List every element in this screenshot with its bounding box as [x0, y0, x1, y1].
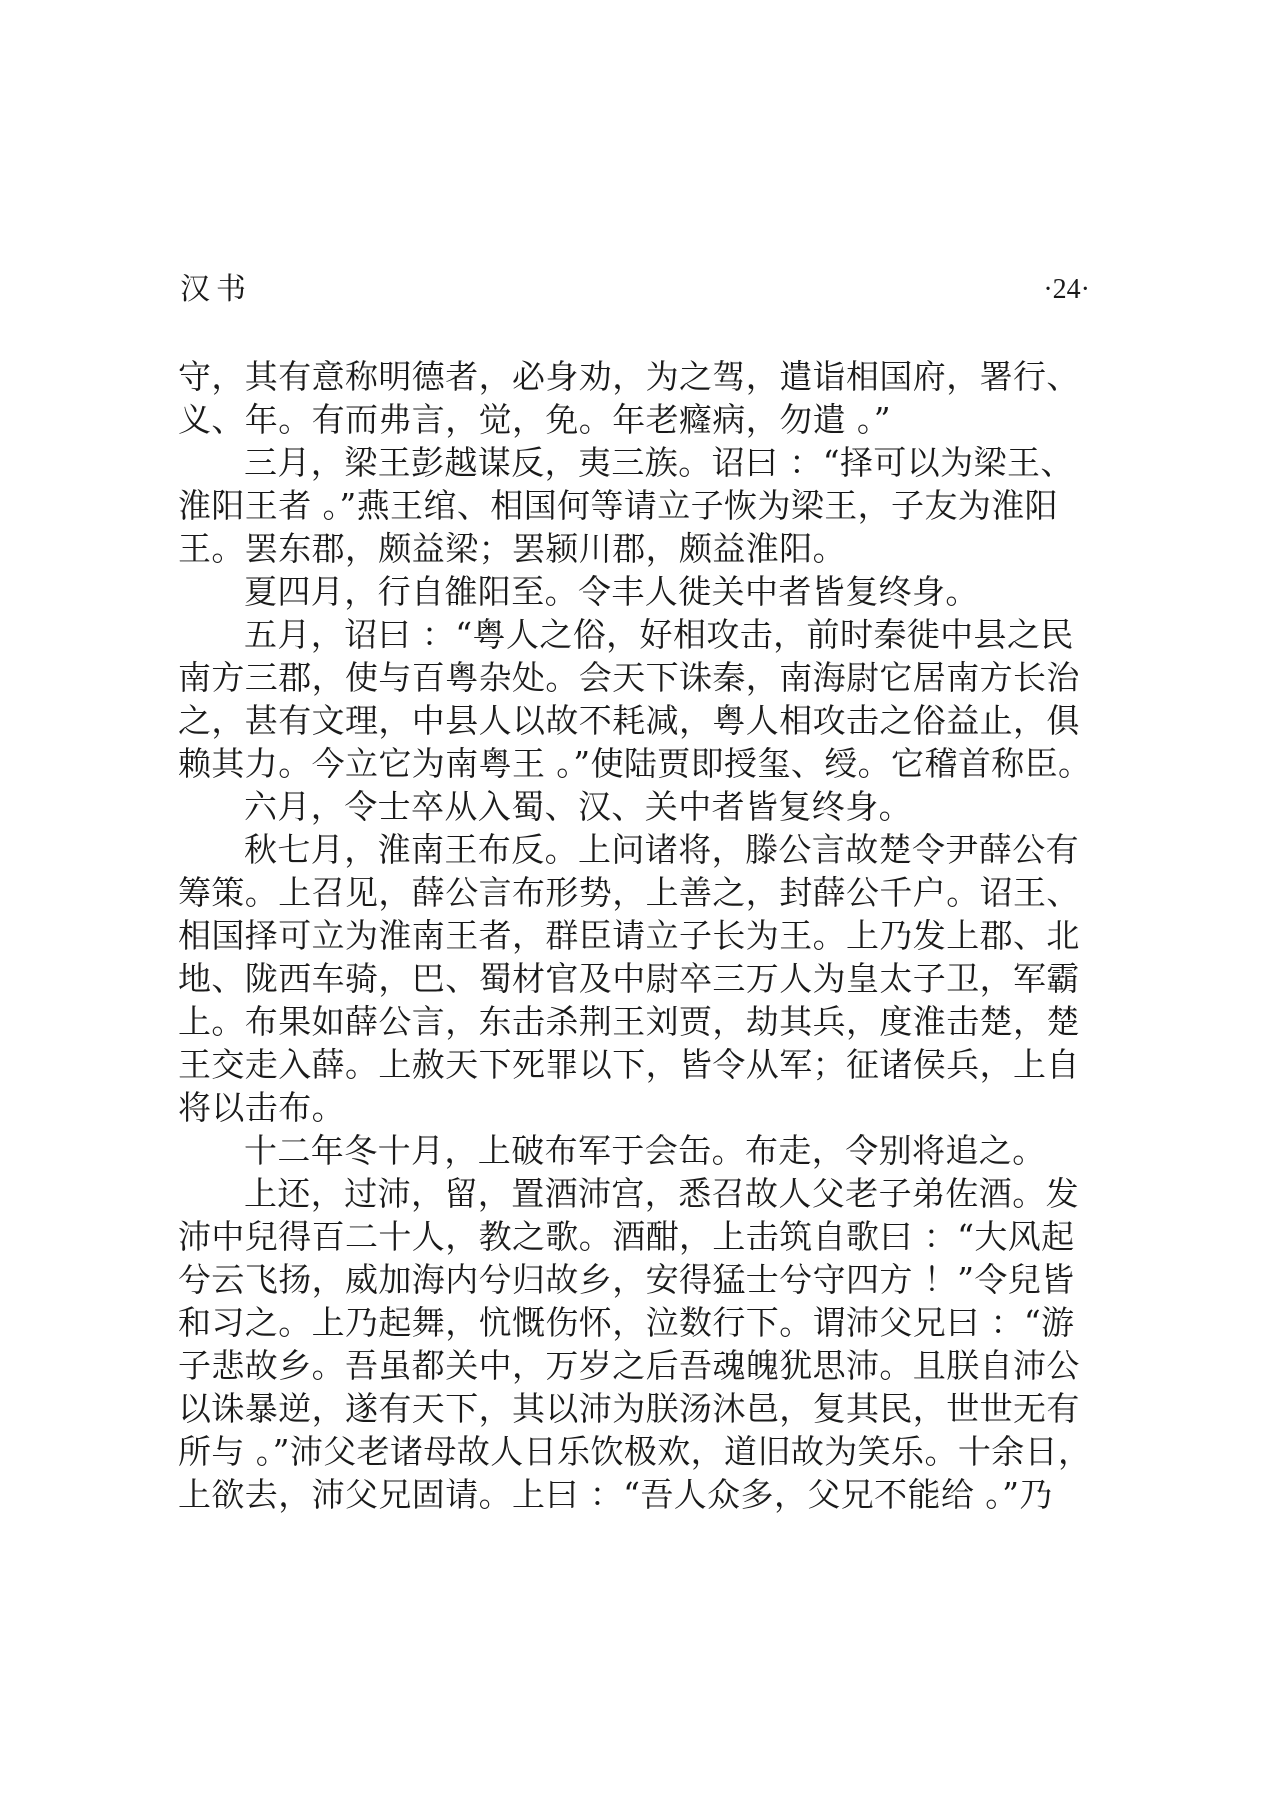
text-line: 上欲去，沛父兄固请。上曰 ：“吾人众多，父兄不能给 。”乃 [178, 1475, 1053, 1514]
text-line: 子悲故乡。吾虽都关中，万岁之后吾魂魄犹思沛。且朕自沛公 [178, 1346, 1080, 1385]
text-line: 相国择可立为淮南王者，群臣请立子长为王。上乃发上郡、北 [178, 916, 1080, 955]
text-line: 之，甚有文理，中县人以故不耗减，粤人相攻击之俗益止，俱 [178, 701, 1080, 740]
text-line: 上还，过沛，留，置酒沛宫，悉召故人父老子弟佐酒。发 [244, 1174, 1079, 1213]
text-line: 秋七月，淮南王布反。上问诸将，滕公言故楚令尹薛公有 [244, 830, 1079, 869]
book-title: 汉书 [180, 272, 252, 307]
text-line: 将以击布。 [178, 1088, 345, 1127]
text-line: 赖其力。今立它为南粤王 。”使陆贾即授玺、绶。它稽首称臣。 [178, 744, 1092, 783]
text-line: 夏四月，行自雒阳至。令丰人徙关中者皆复终身。 [244, 572, 979, 611]
text-line: 三月，梁王彭越谋反，夷三族。诏曰 ：“择可以为梁王、 [244, 443, 1074, 482]
text-line: 淮阳王者 。”燕王绾、相国何等请立子恢为梁王，子友为淮阳 [178, 486, 1059, 525]
text-line: 沛中兒得百二十人，教之歌。酒酣，上击筑自歌曰 ：“大风起 [178, 1217, 1075, 1256]
text-line: 王。罢东郡，颇益梁；罢颍川郡，颇益淮阳。 [178, 529, 846, 568]
text-line: 所与 。”沛父老诸母故人日乐饮极欢，道旧故为笑乐。十余日， [178, 1432, 1092, 1471]
text-body [178, 355, 1090, 1516]
text-line: 筹策。上召见，薛公言布形势，上善之，封薛公千户。诏王、 [178, 873, 1080, 912]
text-line: 义、年。有而弗言，觉，免。年老癃病，勿遣 。” [178, 400, 892, 439]
text-line: 王交走入薛。上赦天下死罪以下，皆令从军；征诸侯兵，上自 [178, 1045, 1080, 1084]
text-line: 十二年冬十月，上破布军于会缶。布走，令别将追之。 [244, 1131, 1046, 1170]
text-line: 以诛暴逆，遂有天下，其以沛为朕汤沐邑，复其民，世世无有 [178, 1389, 1080, 1428]
page-number: ·24· [1043, 274, 1090, 305]
text-line: 和习之。上乃起舞，忼慨伤怀，泣数行下。谓沛父兄曰 ：“游 [178, 1303, 1075, 1342]
text-line: 五月，诏曰 ：“粤人之俗，好相攻击，前时秦徙中县之民 [244, 615, 1074, 654]
text-line: 上。布果如薛公言，东击杀荆王刘贾，劫其兵，度淮击楚，楚 [178, 1002, 1080, 1041]
text-line: 地、陇西车骑，巴、蜀材官及中尉卒三万人为皇太子卫，军霸 [178, 959, 1080, 998]
text-line: 兮云飞扬，威加海内兮归故乡，安得猛士兮守四方 ！”令兒皆 [178, 1260, 1075, 1299]
text-line: 守，其有意称明德者，必身劝，为之驾，遣诣相国府，署行、 [178, 357, 1080, 396]
text-line: 六月，令士卒从入蜀、汉、关中者皆复终身。 [244, 787, 912, 826]
text-line: 南方三郡，使与百粤杂处。会天下诛秦，南海尉它居南方长治 [178, 658, 1080, 697]
running-head [180, 265, 1090, 315]
